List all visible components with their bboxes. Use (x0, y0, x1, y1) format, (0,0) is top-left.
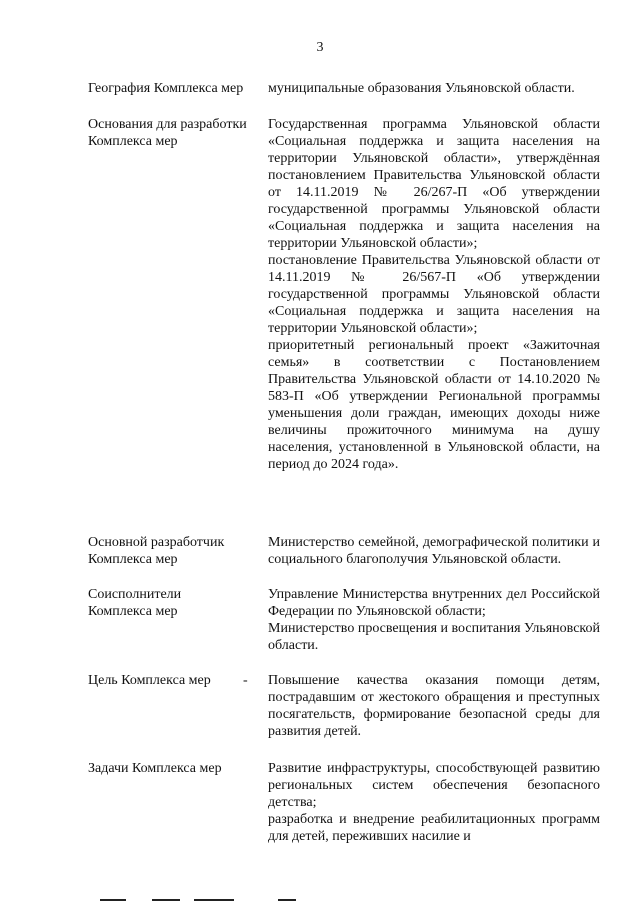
content-grounds (268, 116, 600, 473)
content-goal (268, 672, 600, 740)
paragraph: Повышение качества оказания помощи детям, пострадавшим от жестокого обращения и преступных посягательств, формирование безопасной среды для развития детей. (268, 673, 600, 739)
paragraph: Управление Министерства внутренних дел Российской Федерации по Ульяновской области; (268, 587, 600, 619)
paragraph: приоритетный региональный проект «Зажиточная семья» в соответствии с Постановлением Правительства Ульяновской области от 14.10.2020 № 583-П «Об утверждении Региональной программы уменьшения доли граждан, имеющих доходы ниже величины прожиточного минимума на душу населения, установленной в Ульяновской области, на период до 2024 года». (268, 338, 600, 472)
paragraph: Министерство просвещения и воспитания Ульяновской области. (268, 621, 600, 653)
label-goal: Цель Комплекса мер (88, 673, 211, 688)
paragraph: постановление Правительства Ульяновской области от 14.11.2019 № 26/567-П «Об утверждении государственной программы Ульяновской области «Социальная поддержка и защита населения на территории Ульяновской области»; (268, 253, 600, 336)
paragraph: муниципальные образования Ульяновской области. (268, 81, 575, 96)
scan-mark (194, 899, 234, 901)
paragraph: разработка и внедрение реабилитационных программ для детей, переживших насилие и (268, 812, 600, 844)
label-main-developer: Основной разработчик Комплекса мер (88, 535, 225, 567)
content-co-executors (268, 586, 600, 654)
content-geography (268, 80, 600, 97)
label-geography: География Комплекса мер (88, 81, 244, 96)
scan-mark (152, 899, 180, 901)
label-co-executors: Соисполнители Комплекса мер (88, 587, 182, 619)
content-tasks (268, 760, 600, 845)
dash-mark: - (243, 673, 248, 688)
scan-mark (278, 899, 296, 901)
scan-artifact-marks (0, 895, 640, 905)
scan-mark (100, 899, 126, 901)
paragraph: Министерство семейной, демографической политики и социального благополучия Ульяновской области. (268, 535, 600, 567)
page-number: 3 (316, 40, 324, 55)
paragraph: Развитие инфраструктуры, способствующей развитию региональных систем обеспечения безопасного детства; (268, 761, 600, 810)
content-main-developer (268, 534, 600, 568)
paragraph: Государственная программа Ульяновской области «Социальная поддержка и защита населения на территории Ульяновской области», утверждённая постановлением Правительства Ульяновской области от 14.11.2019 № 26/267-П «Об утверждении государственной программы Ульяновской области «Социальная поддержка и защита населения на территории Ульяновской области»; (268, 117, 600, 251)
label-tasks: Задачи Комплекса мер (88, 761, 222, 776)
label-grounds: Основания для разработки Комплекса мер (88, 117, 247, 149)
